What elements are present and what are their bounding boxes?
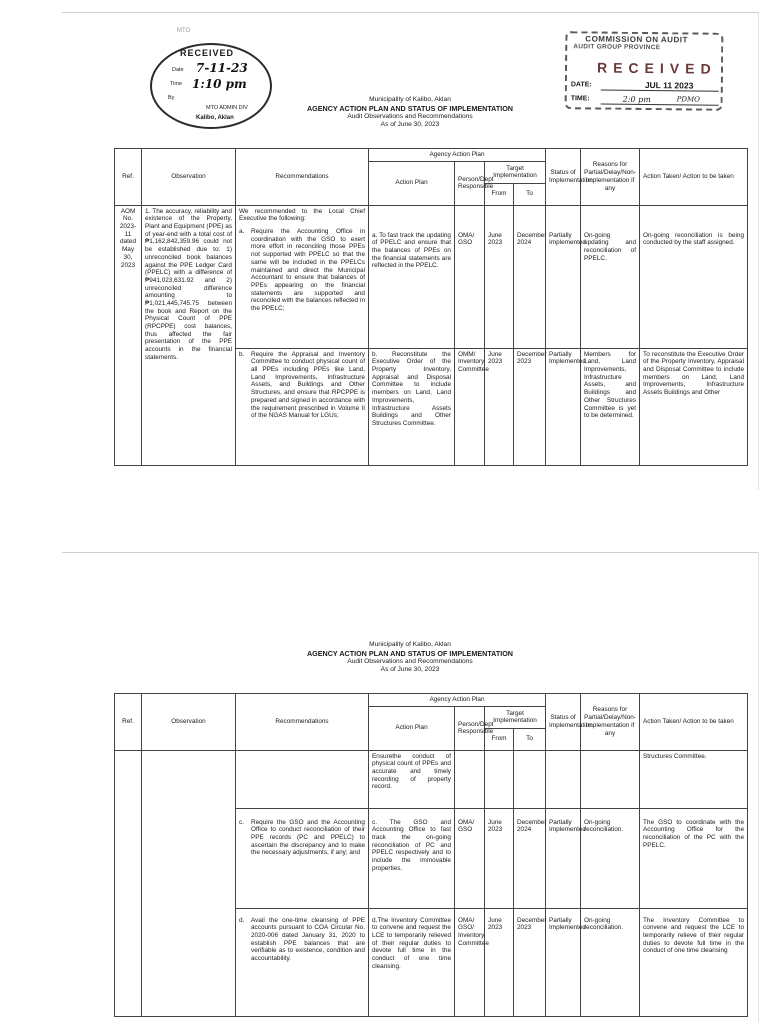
action-plan-cell: b. Reconstitute the Executive Order of the Property Inventory, Appraisal and Disposal Committee to include members on Land, Land Improvements, Infrastructure Assets Buildings and Other Structures Committee. <box>369 348 455 465</box>
document-page-2 <box>62 552 759 1022</box>
status-cell: Partially Implemented <box>546 908 581 1016</box>
action-plan-table-page-1 <box>114 148 748 466</box>
item-label: c. <box>239 818 244 826</box>
ref-cell: AOM No. 2023-11 dated May 30, 2023 <box>115 205 142 465</box>
received-date-handwritten: 7-11-23 <box>196 61 248 75</box>
col-status: Status of Implementation <box>546 149 581 206</box>
coa-date-label: DATE: <box>570 81 592 89</box>
action-taken-cell: The Inventory Committee to convene and request the LCE to temporarily relieve of their regular duties to devote full time in the conduct of one time cleansing <box>640 908 748 1016</box>
to-cell <box>514 750 546 808</box>
coa-stamp-title: COMMISSION ON AUDIT <box>585 34 688 45</box>
action-plan-table-page-2 <box>114 693 748 1017</box>
status-cell: Partially Implemented <box>546 348 581 465</box>
mto-admin-div: MTO ADMIN DIV <box>206 105 248 111</box>
as-of-date: As of June 30, 2023 <box>380 121 440 129</box>
coa-stamp-received: RECEIVED <box>596 59 717 77</box>
col-recommendations: Recommendations <box>236 149 369 206</box>
coa-time-label: TIME: <box>570 95 590 103</box>
ref-cell <box>115 750 142 1016</box>
recommendation-cell <box>236 908 369 1016</box>
col-reasons: Reasons for Partial/Delay/Non-Implementation if any <box>581 149 640 206</box>
status-cell: Partially Implemented <box>546 205 581 348</box>
col-action-taken: Action Taken/ Action to be taken <box>640 149 748 206</box>
item-label: d. <box>239 916 245 924</box>
page-gap <box>0 492 768 550</box>
recommendation-text: Require the Appraisal and Inventory Committee to conduct physical count of all PPEs including PPEs like Land, Land Improvements, Infrastructure Assets, and Buildings and Other Structures, and ensure that RPCPPE is prepared and signed in accordance with the requirement prescribed in Volume II of the NGAS Manual for LGUs; <box>251 350 365 420</box>
document-subtitle: Audit Observations and Recommendations <box>347 658 473 666</box>
action-plan-cell: c. The GSO and Accounting Office to fast track the on-going reconciliation of PC and PPELC respectively and to include the immovable properties. <box>369 808 455 908</box>
action-taken-cell: To reconstitute the Executive Order of the Property Inventory, Appraisal and Disposal Committee to include members on Land, Land Improvements, Infrastructure Assets Buildings and Other <box>640 348 748 465</box>
status-cell: Partially Implemented <box>546 808 581 908</box>
recommendation-cell <box>236 205 369 348</box>
recommendation-cell <box>236 808 369 908</box>
responsible-cell: OMM/ Inventory Committee <box>455 348 485 465</box>
col-person-responsible: Person/Dept Responsible <box>455 706 485 750</box>
document-title: AGENCY ACTION PLAN AND STATUS OF IMPLEMENTATION <box>306 104 514 114</box>
col-action-taken: Action Taken/ Action to be taken <box>640 694 748 751</box>
coa-stamp-region: AUDIT GROUP PROVINCE <box>573 43 661 52</box>
table-header-row <box>115 149 748 162</box>
mto-corner-mark: MTO <box>177 28 191 34</box>
from-cell: June 2023 <box>485 348 514 465</box>
action-taken-cell: The GSO to coordinate with the Accounting Office for the reconciliation of the PC with the PPELC. <box>640 808 748 908</box>
reason-cell: On-going reconciliation. <box>581 808 640 908</box>
coa-time-value: 2:0 pm <box>622 94 651 105</box>
responsible-cell <box>455 750 485 808</box>
responsible-cell: OMA/ GSO <box>455 205 485 348</box>
col-agency-action-plan: Agency Action Plan <box>369 149 546 162</box>
reason-cell: On-going updating and reconciliation of PPELC. <box>581 205 640 348</box>
from-cell: June 2023 <box>485 808 514 908</box>
col-from: From <box>485 183 514 205</box>
recommendation-cell <box>236 348 369 465</box>
page-1-header <box>62 96 758 130</box>
col-to: To <box>514 728 546 750</box>
from-cell <box>485 750 514 808</box>
document-subtitle: Audit Observations and Recommendations <box>347 113 473 121</box>
reason-cell: On-going reconciliation. <box>581 908 640 1016</box>
item-label: a. <box>239 228 245 236</box>
col-action-plan: Action Plan <box>369 706 455 750</box>
table-row <box>115 750 748 808</box>
recommendation-text: Require the Accounting Office in coordination with the GSO to exert more effort in reconciling those PPEs not supported with PPELC so that the same will be included in the PPELCs maintained and direct the Municipal Accountant to ensure that balances of PPEs appearing on the financial statements are supported and reconciled with the balances reflected in the PPELC; <box>251 228 365 312</box>
page-2-header <box>62 641 758 675</box>
col-agency-action-plan: Agency Action Plan <box>369 694 546 707</box>
from-cell: June 2023 <box>485 205 514 348</box>
to-cell: December 2023 <box>514 908 546 1016</box>
to-cell: December 2024 <box>514 808 546 908</box>
action-taken-cell: Structures Committee. <box>640 750 748 808</box>
to-cell: December 2024 <box>514 205 546 348</box>
col-status: Status of Implementation <box>546 694 581 751</box>
from-cell: June 2023 <box>485 908 514 1016</box>
recommendation-text: Require the GSO and the Accounting Office to conduct reconciliation of their PPE records (PC and PPELC) to ascertain the discrepancy and to make the necessary adjustments, if any; and <box>251 818 365 857</box>
col-person-responsible: Person/Dept Responsible <box>455 161 485 205</box>
col-target-implementation: Target Implementation <box>485 161 546 183</box>
action-plan-cell: d.The Inventory Committee to convene and request the LCE to temporarily relieved of their regular duties to devote full time in the conduct of one time cleansing. <box>369 908 455 1016</box>
as-of-date: As of June 30, 2023 <box>380 666 440 674</box>
recommendation-intro: We recommended to the Local Chief Executive the following: <box>239 207 365 223</box>
action-plan-cell: Ensurethe conduct of physical count of PPEs and accurate and timely recording of property record. <box>369 750 455 808</box>
col-observation: Observation <box>142 694 236 751</box>
received-stamp-ring-text: RECEIVED <box>180 48 235 58</box>
received-stamp-location: Kalibo, Aklan <box>196 115 234 121</box>
action-plan-cell: a. To fast track the updating of PPELC and ensure that the balances of PPEs on the financial statements are reflected in the PPELC. <box>369 205 455 348</box>
recommendation-cell <box>236 750 369 808</box>
col-action-plan: Action Plan <box>369 161 455 205</box>
col-to: To <box>514 183 546 205</box>
reason-cell: Members for Land, Land Improvements, Infrastructure Assets, and Buildings and Other Structures Committee is yet to be determined. <box>581 348 640 465</box>
responsible-cell: OMA/ GSO/ Inventory Committee <box>455 908 485 1016</box>
observation-cell: 1. The accuracy, reliability and existence of the Property, Plant and Equipment (PPE) as of year-end with a total cost of ₱1,162,842,359.96 could not be established due to: 1) unreconciled book balances against the PPE Ledger Card (PPELC) with a difference of ₱941,023,631.92 and 2) unreconciled difference amounting to ₱1,021,445,745.75 between the book and Report on the Physical Count of PPE (RPCPPE) cost balances, thus affected the fair presentation of the PPE accounts in the financial statements. <box>142 205 236 465</box>
received-by-label: By <box>168 95 175 101</box>
col-ref: Ref. <box>115 149 142 206</box>
received-date-label: Date <box>172 67 184 73</box>
status-cell <box>546 750 581 808</box>
coa-initials: PDMO <box>676 95 700 104</box>
col-observation: Observation <box>142 149 236 206</box>
observation-cell <box>142 750 236 1016</box>
col-target-implementation: Target Implementation <box>485 706 546 728</box>
col-recommendations: Recommendations <box>236 694 369 751</box>
reason-cell <box>581 750 640 808</box>
municipality-name: Municipality of Kalibo, Aklan <box>369 96 451 103</box>
document-page-1 <box>62 12 759 490</box>
item-label: b. <box>239 350 245 358</box>
action-taken-cell: On-going reconciliation is being conducted by the staff assigned. <box>640 205 748 348</box>
table-row <box>115 205 748 348</box>
to-cell: December 2023 <box>514 348 546 465</box>
recommendation-text: Avail the one-time cleansing of PPE accounts pursuant to COA Circular No. 2020-006 dated January 31, 2020 to establish PPE balances that are verifiable as to existence, condition and accountability. <box>251 916 365 963</box>
col-from: From <box>485 728 514 750</box>
document-title: AGENCY ACTION PLAN AND STATUS OF IMPLEMENTATION <box>306 649 514 659</box>
received-time-label: Time <box>170 81 183 87</box>
coa-date-value: JUL 11 2023 <box>644 80 694 91</box>
responsible-cell: OMA/ GSO <box>455 808 485 908</box>
table-header-row <box>115 694 748 707</box>
received-time-handwritten: 1:10 pm <box>192 77 247 91</box>
col-reasons: Reasons for Partial/Delay/Non-Implementation if any <box>581 694 640 751</box>
municipality-name: Municipality of Kalibo, Aklan <box>369 641 451 648</box>
col-ref: Ref. <box>115 694 142 751</box>
